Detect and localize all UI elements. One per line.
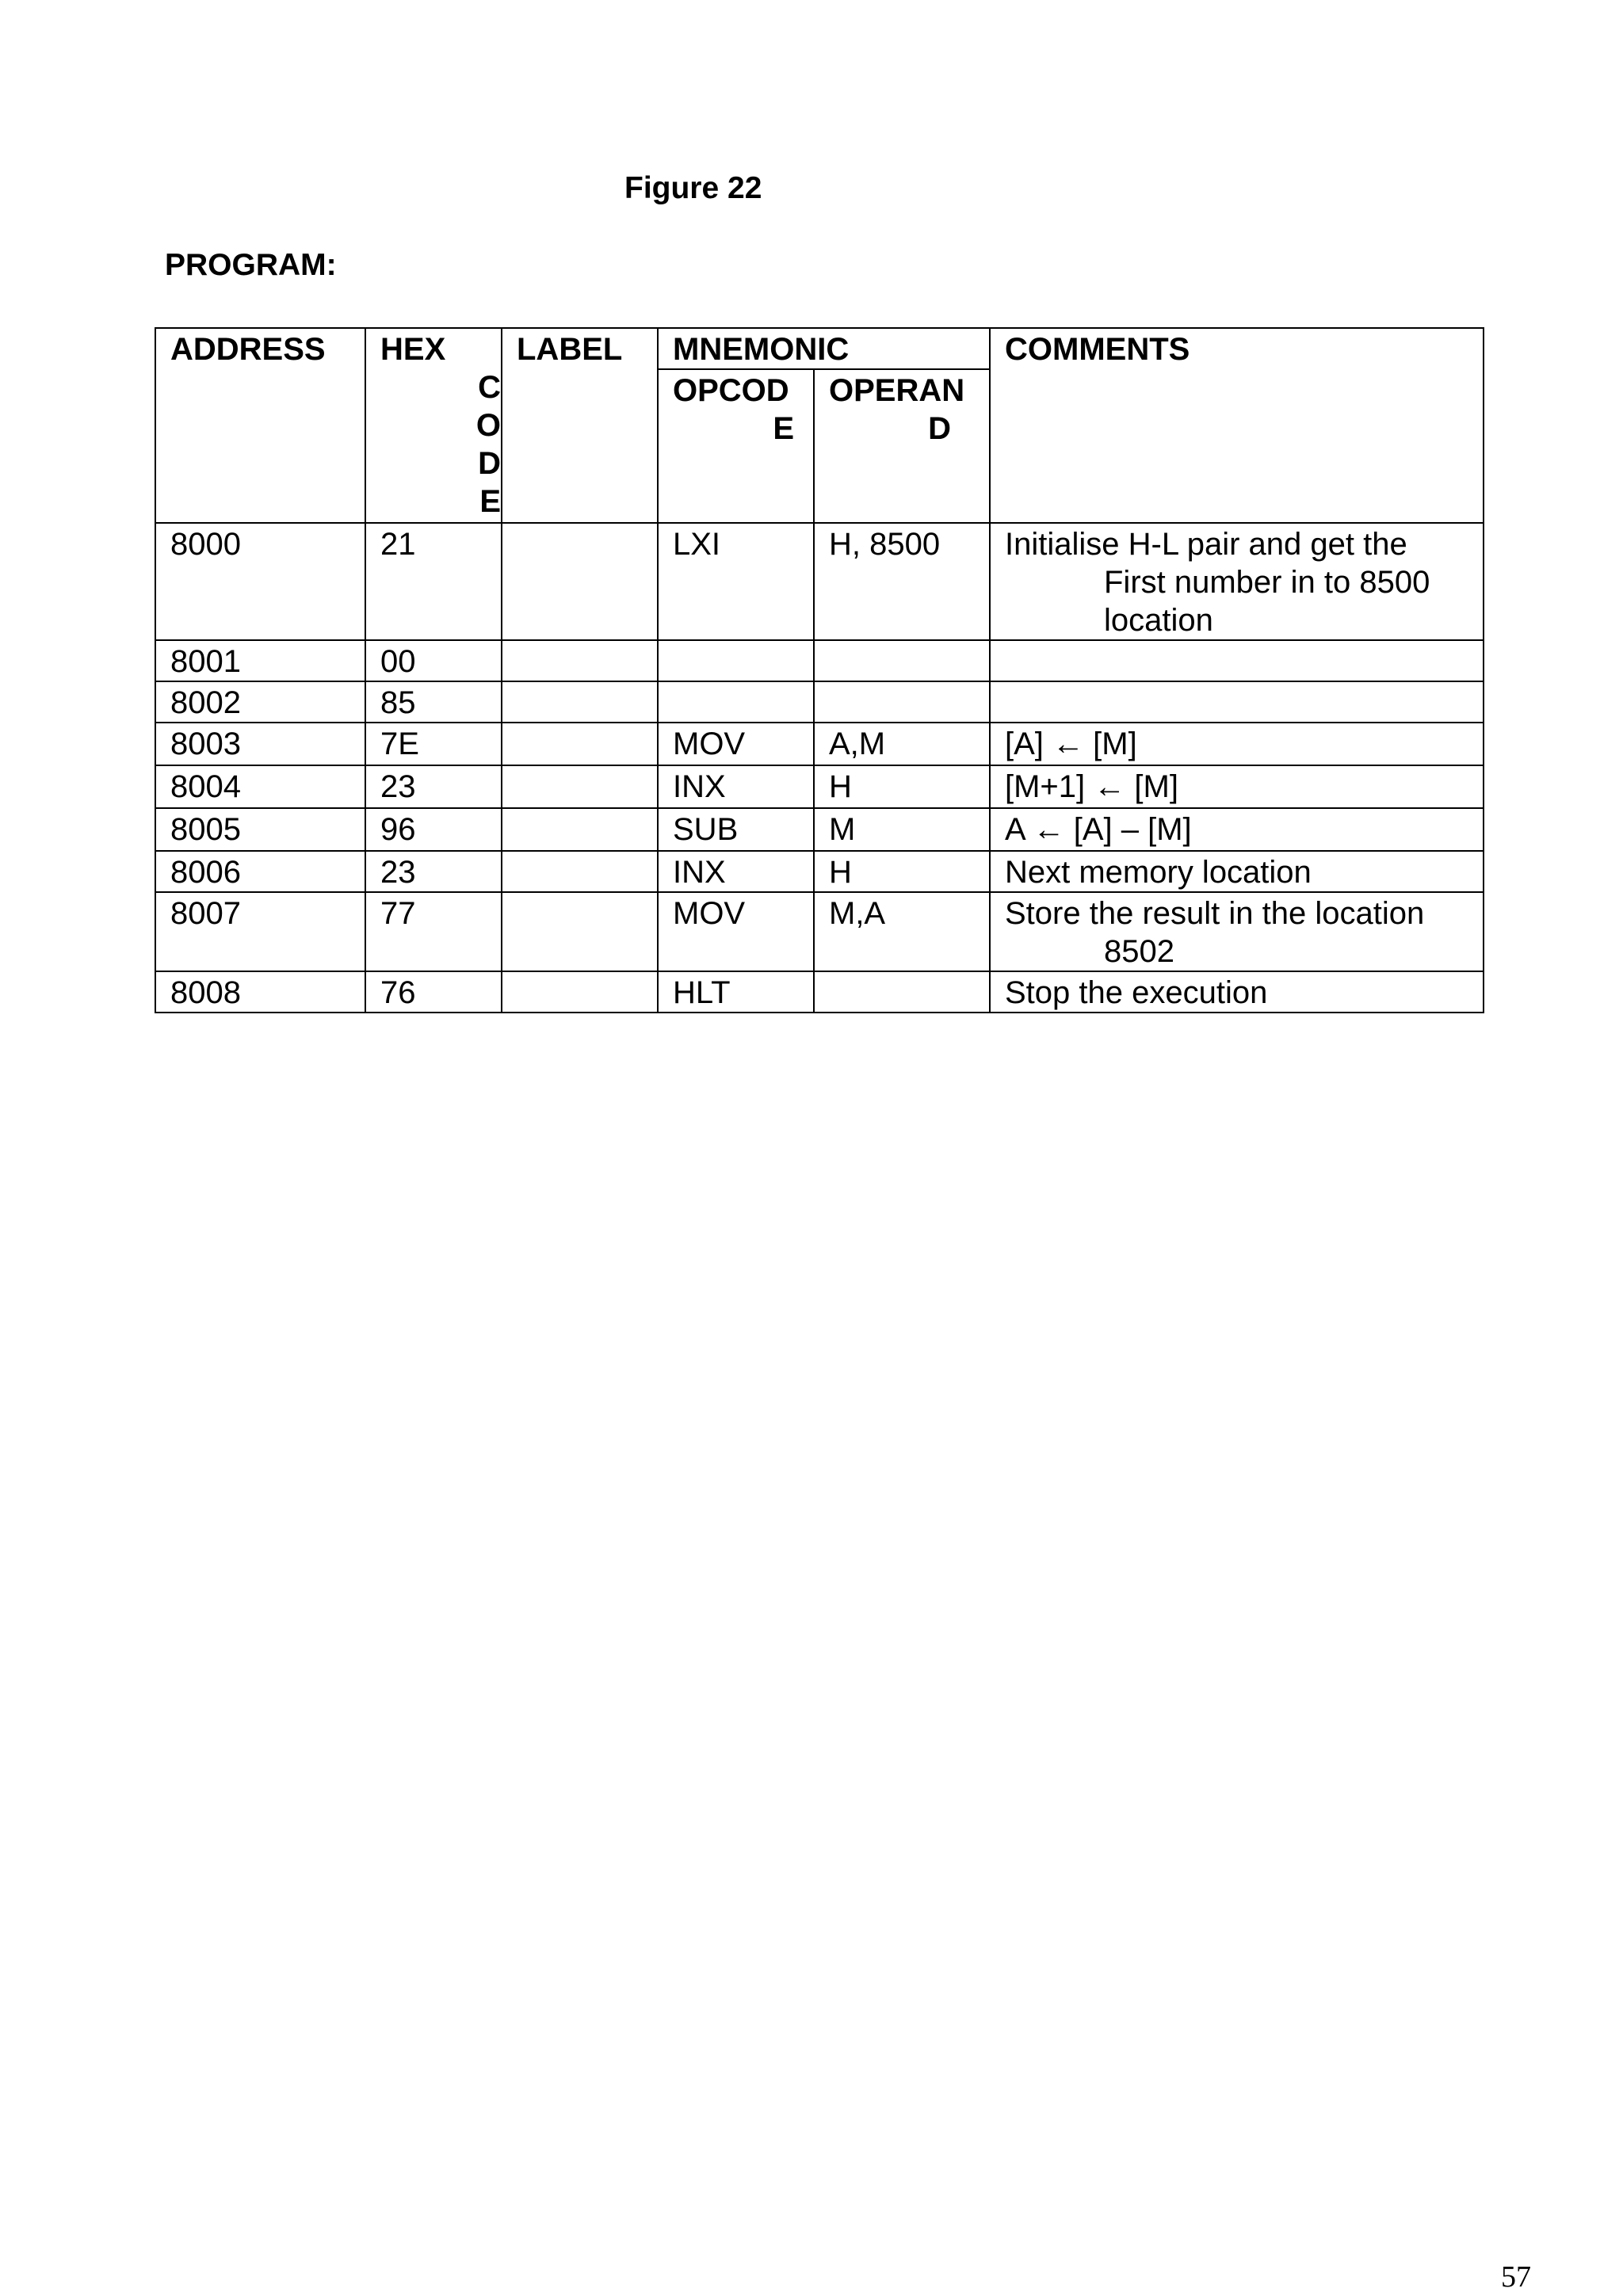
cell-comment xyxy=(990,892,1484,971)
cell-address: 8002 xyxy=(155,681,365,723)
header-opcode xyxy=(658,369,814,523)
page-number: 57 xyxy=(1501,2260,1531,2294)
cell-label xyxy=(502,523,658,640)
header-comments: COMMENTS xyxy=(990,328,1484,523)
cell-label xyxy=(502,723,658,765)
header-code-letter: E xyxy=(479,484,501,519)
cell-hex: 96 xyxy=(365,808,502,851)
cell-opcode: INX xyxy=(658,765,814,808)
cell-operand xyxy=(814,971,990,1013)
cell-label xyxy=(502,765,658,808)
comment-line: First number in to 8500 xyxy=(1104,565,1430,600)
cell-hex: 23 xyxy=(365,851,502,892)
cell-address: 8003 xyxy=(155,723,365,765)
cell-label xyxy=(502,808,658,851)
header-operand-line1: OPERAN xyxy=(829,373,965,408)
table-row xyxy=(155,808,1484,851)
header-code-letter: O xyxy=(475,408,501,443)
header-code-letter: C xyxy=(478,370,501,405)
header-address: ADDRESS xyxy=(155,328,365,523)
cell-address: 8000 xyxy=(155,523,365,640)
cell-comment: [M+1] ← [M] xyxy=(990,765,1484,808)
cell-operand xyxy=(814,681,990,723)
comment-line: 8502 xyxy=(1104,934,1174,969)
cell-opcode: MOV xyxy=(658,892,814,971)
cell-operand: H xyxy=(814,851,990,892)
cell-hex: 85 xyxy=(365,681,502,723)
header-opcode-line2: E xyxy=(773,411,794,446)
cell-operand: M,A xyxy=(814,892,990,971)
comment-line: Initialise H-L pair and get the xyxy=(1005,527,1407,562)
cell-operand: M xyxy=(814,808,990,851)
header-code-letter: D xyxy=(478,446,501,481)
cell-comment: Next memory location xyxy=(990,851,1484,892)
header-operand xyxy=(814,369,990,523)
comment-line: location xyxy=(1104,603,1213,638)
header-hex-code xyxy=(365,328,502,523)
cell-label xyxy=(502,640,658,681)
cell-opcode xyxy=(658,681,814,723)
cell-hex: 77 xyxy=(365,892,502,971)
comment-line: Store the result in the location xyxy=(1005,896,1425,931)
cell-opcode: SUB xyxy=(658,808,814,851)
cell-opcode: HLT xyxy=(658,971,814,1013)
program-table xyxy=(155,327,1484,1013)
cell-opcode: MOV xyxy=(658,723,814,765)
cell-comment: Stop the execution xyxy=(990,971,1484,1013)
header-code-vertical xyxy=(380,368,501,521)
cell-hex: 21 xyxy=(365,523,502,640)
cell-address: 8005 xyxy=(155,808,365,851)
header-mnemonic: MNEMONIC xyxy=(658,328,990,369)
table-row xyxy=(155,640,1484,681)
cell-address: 8006 xyxy=(155,851,365,892)
header-hex: HEX xyxy=(380,332,446,367)
cell-comment: A ← [A] – [M] xyxy=(990,808,1484,851)
cell-operand: H xyxy=(814,765,990,808)
cell-address: 8008 xyxy=(155,971,365,1013)
cell-hex: 7E xyxy=(365,723,502,765)
cell-hex: 00 xyxy=(365,640,502,681)
header-operand-line2: D xyxy=(928,411,951,446)
cell-hex: 23 xyxy=(365,765,502,808)
header-label: LABEL xyxy=(502,328,658,523)
cell-comment xyxy=(990,523,1484,640)
table-row xyxy=(155,892,1484,971)
cell-comment xyxy=(990,640,1484,681)
cell-label xyxy=(502,971,658,1013)
cell-label xyxy=(502,851,658,892)
table-header-row xyxy=(155,328,1484,369)
table-row xyxy=(155,681,1484,723)
cell-opcode xyxy=(658,640,814,681)
table-row xyxy=(155,765,1484,808)
table-row xyxy=(155,851,1484,892)
table-row xyxy=(155,971,1484,1013)
figure-caption: Figure 22 xyxy=(624,171,762,205)
cell-operand xyxy=(814,640,990,681)
header-opcode-line1: OPCOD xyxy=(673,373,789,408)
cell-operand: A,M xyxy=(814,723,990,765)
cell-comment xyxy=(990,681,1484,723)
section-heading: PROGRAM: xyxy=(165,248,337,282)
cell-address: 8001 xyxy=(155,640,365,681)
cell-opcode: LXI xyxy=(658,523,814,640)
cell-operand: H, 8500 xyxy=(814,523,990,640)
cell-hex: 76 xyxy=(365,971,502,1013)
cell-label xyxy=(502,892,658,971)
cell-address: 8004 xyxy=(155,765,365,808)
cell-comment: [A] ← [M] xyxy=(990,723,1484,765)
cell-opcode: INX xyxy=(658,851,814,892)
cell-label xyxy=(502,681,658,723)
table-row xyxy=(155,523,1484,640)
cell-address: 8007 xyxy=(155,892,365,971)
table-row xyxy=(155,723,1484,765)
